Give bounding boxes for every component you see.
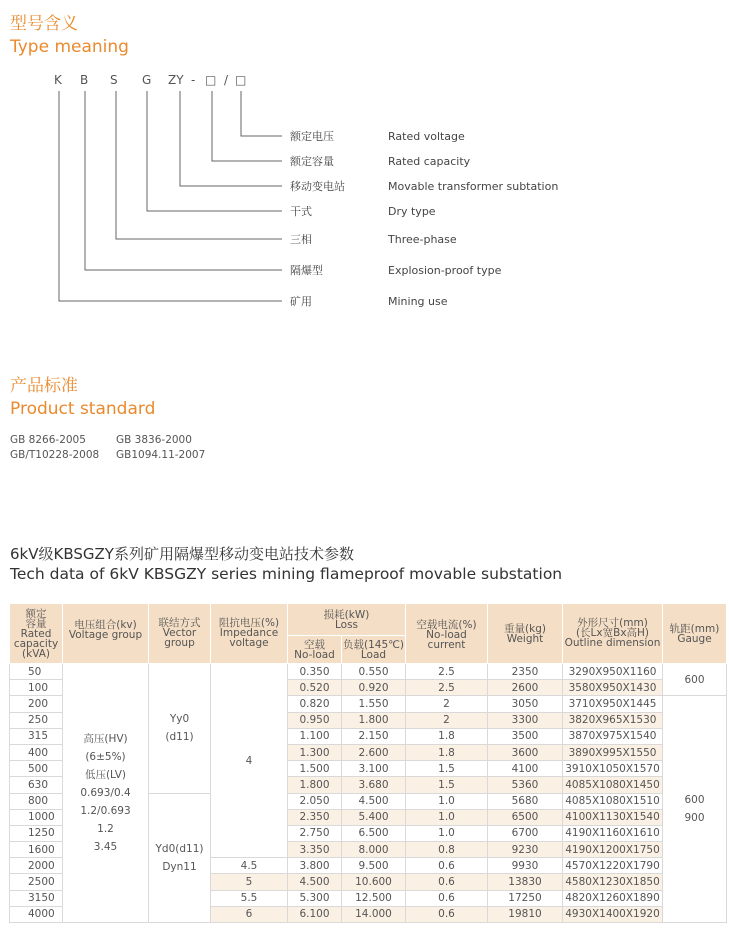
cell-weight: 3600	[488, 744, 563, 760]
cell-dimension: 4570X1220X1790	[563, 858, 663, 874]
cell-weight: 9230	[488, 842, 563, 858]
cell-capacity: 50	[10, 664, 63, 680]
cell-no-load: 1.800	[288, 777, 342, 793]
label-cn-three-phase: 三相	[290, 233, 312, 246]
cell-current: 0.6	[406, 906, 488, 922]
label-cn-rated-capacity: 额定容量	[290, 155, 334, 168]
cell-dimension: 3870X975X1540	[563, 728, 663, 744]
type-code	[54, 73, 246, 87]
cell-dimension: 3890X995X1550	[563, 744, 663, 760]
cell-dimension: 4820X1260X1890	[563, 890, 663, 906]
cell-capacity: 2000	[10, 858, 63, 874]
header-vector-group: 联结方式 Vector group	[149, 604, 211, 664]
header-voltage-group: 电压组合(kv) Voltage group	[63, 604, 149, 664]
cell-capacity: 1250	[10, 825, 63, 841]
code-slash: /	[224, 73, 229, 87]
cell-dimension: 3580X950X1430	[563, 680, 663, 696]
table-row	[10, 664, 727, 680]
cell-dimension: 3910X1050X1570	[563, 761, 663, 777]
cell-no-load: 2.350	[288, 809, 342, 825]
cell-impedance: 5.5	[211, 890, 288, 906]
cell-weight: 13830	[488, 874, 563, 890]
cell-no-load: 0.820	[288, 696, 342, 712]
cell-weight: 9930	[488, 858, 563, 874]
label-cn-mining-use: 矿用	[290, 295, 312, 308]
cell-current: 1.8	[406, 744, 488, 760]
cell-load: 4.500	[342, 793, 406, 809]
cell-current: 1.0	[406, 825, 488, 841]
cell-no-load: 1.100	[288, 728, 342, 744]
cell-load: 5.400	[342, 809, 406, 825]
cell-current: 1.0	[406, 793, 488, 809]
header-weight: 重量(kg) Weight	[488, 604, 563, 664]
cell-dimension: 4930X1400X1920	[563, 906, 663, 922]
cell-weight: 5360	[488, 777, 563, 793]
cell-load: 14.000	[342, 906, 406, 922]
label-en-dry-type: Dry type	[388, 205, 436, 218]
header-no-load-current: 空载电流(%) No-load current	[406, 604, 488, 664]
label-cn-explosion-proof: 隔爆型	[290, 264, 323, 277]
header-loss: 损耗(kW) Loss	[288, 604, 406, 636]
cell-no-load: 0.350	[288, 664, 342, 680]
header-capacity: 额定 容量 Rated capacity (kVA)	[10, 604, 63, 664]
code-g: G	[142, 73, 152, 87]
cell-load: 8.000	[342, 842, 406, 858]
header-gauge: 轨距(mm) Gauge	[663, 604, 727, 664]
cell-no-load: 0.520	[288, 680, 342, 696]
cell-gauge-600-900: 600 900	[663, 696, 727, 923]
cell-load: 10.600	[342, 874, 406, 890]
cell-dimension: 4190X1160X1610	[563, 825, 663, 841]
cell-dimension: 4190X1200X1750	[563, 842, 663, 858]
type-meaning-title-en: Type meaning	[10, 37, 129, 57]
standard-gb8266: GB 8266-2005	[10, 434, 86, 446]
cell-no-load: 0.950	[288, 712, 342, 728]
type-code-diagram	[0, 70, 730, 320]
header-impedance: 阻抗电压(%) Impedance voltage	[211, 604, 288, 664]
cell-impedance: 6	[211, 906, 288, 922]
cell-capacity: 800	[10, 793, 63, 809]
cell-no-load: 6.100	[288, 906, 342, 922]
cell-current: 1.5	[406, 777, 488, 793]
cell-weight: 2350	[488, 664, 563, 680]
cell-capacity: 630	[10, 777, 63, 793]
cell-gauge-600: 600	[663, 664, 727, 696]
product-standard-title-cn: 产品标准	[10, 376, 78, 396]
cell-dimension: 4085X1080X1510	[563, 793, 663, 809]
cell-capacity: 100	[10, 680, 63, 696]
label-en-substation: Movable transformer subtation	[388, 180, 559, 193]
cell-current: 2.5	[406, 680, 488, 696]
cell-dimension: 4085X1080X1450	[563, 777, 663, 793]
cell-load: 9.500	[342, 858, 406, 874]
cell-voltage-group: 高压(HV) (6±5%) 低压(LV) 0.693/0.4 1.2/0.693 1.2 3.45	[63, 664, 149, 923]
label-cn-rated-voltage: 额定电压	[290, 130, 334, 143]
cell-capacity: 2500	[10, 874, 63, 890]
label-en-rated-voltage: Rated voltage	[388, 130, 465, 143]
cell-dimension: 3290X950X1160	[563, 664, 663, 680]
cell-load: 3.100	[342, 761, 406, 777]
cell-load: 12.500	[342, 890, 406, 906]
header-load: 负载(145℃) Load	[342, 636, 406, 664]
cell-capacity: 1000	[10, 809, 63, 825]
cell-no-load: 2.050	[288, 793, 342, 809]
cell-dimension: 4100X1130X1540	[563, 809, 663, 825]
cell-capacity: 315	[10, 728, 63, 744]
standard-gbt10228: GB/T10228-2008	[10, 449, 100, 461]
meaning-labels	[290, 129, 558, 308]
cell-weight: 5680	[488, 793, 563, 809]
label-en-explosion-proof: Explosion-proof type	[388, 264, 502, 277]
cell-current: 2	[406, 712, 488, 728]
standard-gb1094: GB1094.11-2007	[116, 449, 206, 461]
cell-load: 0.550	[342, 664, 406, 680]
cell-weight: 2600	[488, 680, 563, 696]
cell-capacity: 1600	[10, 842, 63, 858]
cell-weight: 3050	[488, 696, 563, 712]
cell-load: 0.920	[342, 680, 406, 696]
cell-capacity: 3150	[10, 890, 63, 906]
label-en-rated-capacity: Rated capacity	[388, 155, 471, 168]
cell-weight: 3500	[488, 728, 563, 744]
cell-no-load: 5.300	[288, 890, 342, 906]
cell-dimension: 3710X950X1445	[563, 696, 663, 712]
cell-current: 1.5	[406, 761, 488, 777]
cell-capacity: 250	[10, 712, 63, 728]
type-meaning-title-cn: 型号含义	[10, 14, 78, 34]
cell-load: 3.680	[342, 777, 406, 793]
cell-load: 1.800	[342, 712, 406, 728]
cell-no-load: 1.500	[288, 761, 342, 777]
cell-current: 0.6	[406, 858, 488, 874]
cell-dimension: 3820X965X1530	[563, 712, 663, 728]
code-box-voltage: □	[235, 73, 247, 87]
product-standard-title-en: Product standard	[10, 399, 156, 419]
cell-capacity: 500	[10, 761, 63, 777]
standard-gb3836: GB 3836-2000	[116, 434, 192, 446]
cell-dimension: 4580X1230X1850	[563, 874, 663, 890]
cell-weight: 3300	[488, 712, 563, 728]
label-en-three-phase: Three-phase	[388, 233, 457, 246]
cell-impedance: 5	[211, 874, 288, 890]
tech-table-title-en: Tech data of 6kV KBSGZY series mining flameproof movable substation	[10, 565, 563, 583]
cell-current: 2	[406, 696, 488, 712]
code-zy: ZY	[168, 73, 184, 87]
header-dimension: 外形尺寸(mm) (长Lx宽Bx高H) Outline dimension	[563, 604, 663, 664]
cell-weight: 19810	[488, 906, 563, 922]
code-s: S	[110, 73, 118, 87]
tech-data-table	[9, 603, 727, 923]
cell-current: 2.5	[406, 664, 488, 680]
connector-lines	[59, 91, 282, 301]
cell-capacity: 4000	[10, 906, 63, 922]
cell-no-load: 3.800	[288, 858, 342, 874]
cell-load: 1.550	[342, 696, 406, 712]
label-cn-substation: 移动变电站	[290, 180, 345, 193]
cell-current: 1.8	[406, 728, 488, 744]
cell-vector-group-yd0: Yd0(d11) Dyn11	[149, 793, 211, 923]
cell-load: 6.500	[342, 825, 406, 841]
tech-table-title-cn: 6kV级KBSGZY系列矿用隔爆型移动变电站技术参数	[10, 545, 354, 563]
cell-capacity: 400	[10, 744, 63, 760]
cell-impedance: 4.5	[211, 858, 288, 874]
cell-load: 2.150	[342, 728, 406, 744]
header-no-load: 空载 No-load	[288, 636, 342, 664]
cell-no-load: 3.350	[288, 842, 342, 858]
cell-current: 0.6	[406, 890, 488, 906]
label-cn-dry-type: 干式	[290, 205, 312, 218]
code-b: B	[80, 73, 89, 87]
cell-weight: 17250	[488, 890, 563, 906]
cell-current: 0.8	[406, 842, 488, 858]
cell-load: 2.600	[342, 744, 406, 760]
cell-vector-group-yy0: Yy0 (d11)	[149, 664, 211, 794]
cell-current: 0.6	[406, 874, 488, 890]
code-k: K	[54, 73, 62, 87]
cell-no-load: 4.500	[288, 874, 342, 890]
label-en-mining-use: Mining use	[388, 295, 448, 308]
cell-capacity: 200	[10, 696, 63, 712]
cell-current: 1.0	[406, 809, 488, 825]
cell-weight: 6500	[488, 809, 563, 825]
cell-weight: 4100	[488, 761, 563, 777]
code-dash: -	[191, 73, 196, 87]
cell-weight: 6700	[488, 825, 563, 841]
code-box-capacity: □	[205, 73, 217, 87]
cell-impedance-4: 4	[211, 664, 288, 858]
cell-no-load: 2.750	[288, 825, 342, 841]
cell-no-load: 1.300	[288, 744, 342, 760]
